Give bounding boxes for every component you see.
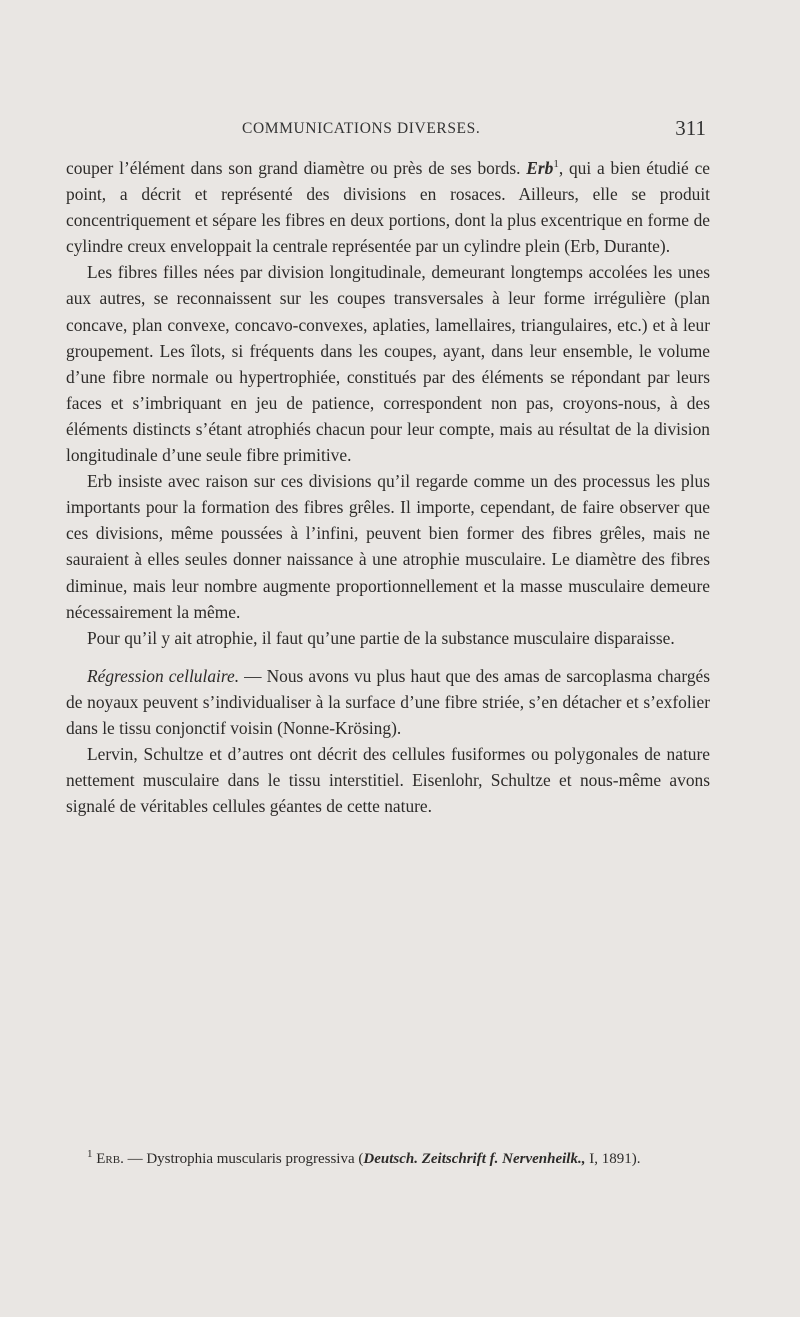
footnote-tail: I, 1891). [585,1151,641,1167]
paragraph-5-text: — Nous avons vu plus haut que des amas de sarcoplasma chargés de noyaux peuvent s’individualiser à la surface d’une fibre striée, s’en détacher et s’exfolier dans le tissu conjonctif voisin (Nonne-Krösing). [66,665,710,738]
paragraph-5 [66,663,710,741]
paragraph-1-text-a: couper l’élément dans son grand diamètre ou près de ses bords. [66,158,527,178]
page-number: 311 [675,116,706,140]
paragraph-1 [66,155,710,259]
paragraph-1-text-b: , qui a bien étudié ce point, a décrit et représenté des divisions en rosaces. Ailleurs, elle se produit concentriquement et sépare les fibres en deux portions, dont la plus excentrique en forme de cylindre creux enveloppait la centrale représentée par un cylindre plein (Erb, Durante). [66,158,711,257]
erb-reference: Erb [526,158,554,178]
footnote-marker: 1 [87,1148,93,1160]
body-text [66,155,710,819]
page-header [66,118,710,148]
running-head: COMMUNICATIONS DIVERSES. [242,120,481,137]
section-title-regression: Régression cellulaire. [87,665,240,686]
footnote-1 [66,1148,710,1171]
paragraph-6: Lervin, Schultze et d’autres ont décrit des cellules fusiformes ou polygonales de nature nettement musculaire dans le tissu interstitiel. Eisenlohr, Schultze et nous-même avons signalé de véritables cellules géantes de cette nature. [66,744,710,817]
footnote-journal: Deutsch. Zeitschrift f. Nervenheilk., [363,1151,586,1167]
paragraph-2: Les fibres filles nées par division longitudinale, demeurant longtemps accolées les unes aux autres, se reconnaissent sur les coupes transversales à leur forme irrégulière (plan concave, plan convexe, concavo-convexes, aplaties, lamellaires, triangulaires, etc.) et à leur groupement. Les îlots, si fréquents dans les coupes, ayant, dans leur ensemble, le volume d’une fibre normale ou hypertrophiée, constitués par des éléments se répondant par leurs faces et s’imbriquant en jeu de patience, correspondent non pas, croyons-nous, à des éléments distincts s’étant atrophiés chacun pour leur compte, mais au résultat de la division longitudinale d’une seule fibre primitive. [66,262,710,466]
paragraph-4: Pour qu’il y ait atrophie, il faut qu’une partie de la substance musculaire disparaisse. [87,627,675,648]
footnote-text: — Dystrophia muscularis progressiva ( [123,1151,364,1167]
footnote-author: Erb. [96,1151,124,1167]
footnotes [66,1148,710,1171]
paragraph-3: Erb insiste avec raison sur ces divisions qu’il regarde comme un des processus les plus importants pour la formation des fibres grêles. Il importe, cependant, de faire observer que ces divisions, même poussées à l’infini, peuvent bien former des fibres grêles, mais ne sauraient à elles seules donner naissance à une atrophie musculaire. Le diamètre des fibres diminue, mais leur nombre augmente proportionnellement et la masse musculaire demeure nécessairement la même. [66,471,710,622]
footnote-ref-1: 1 [553,158,559,171]
